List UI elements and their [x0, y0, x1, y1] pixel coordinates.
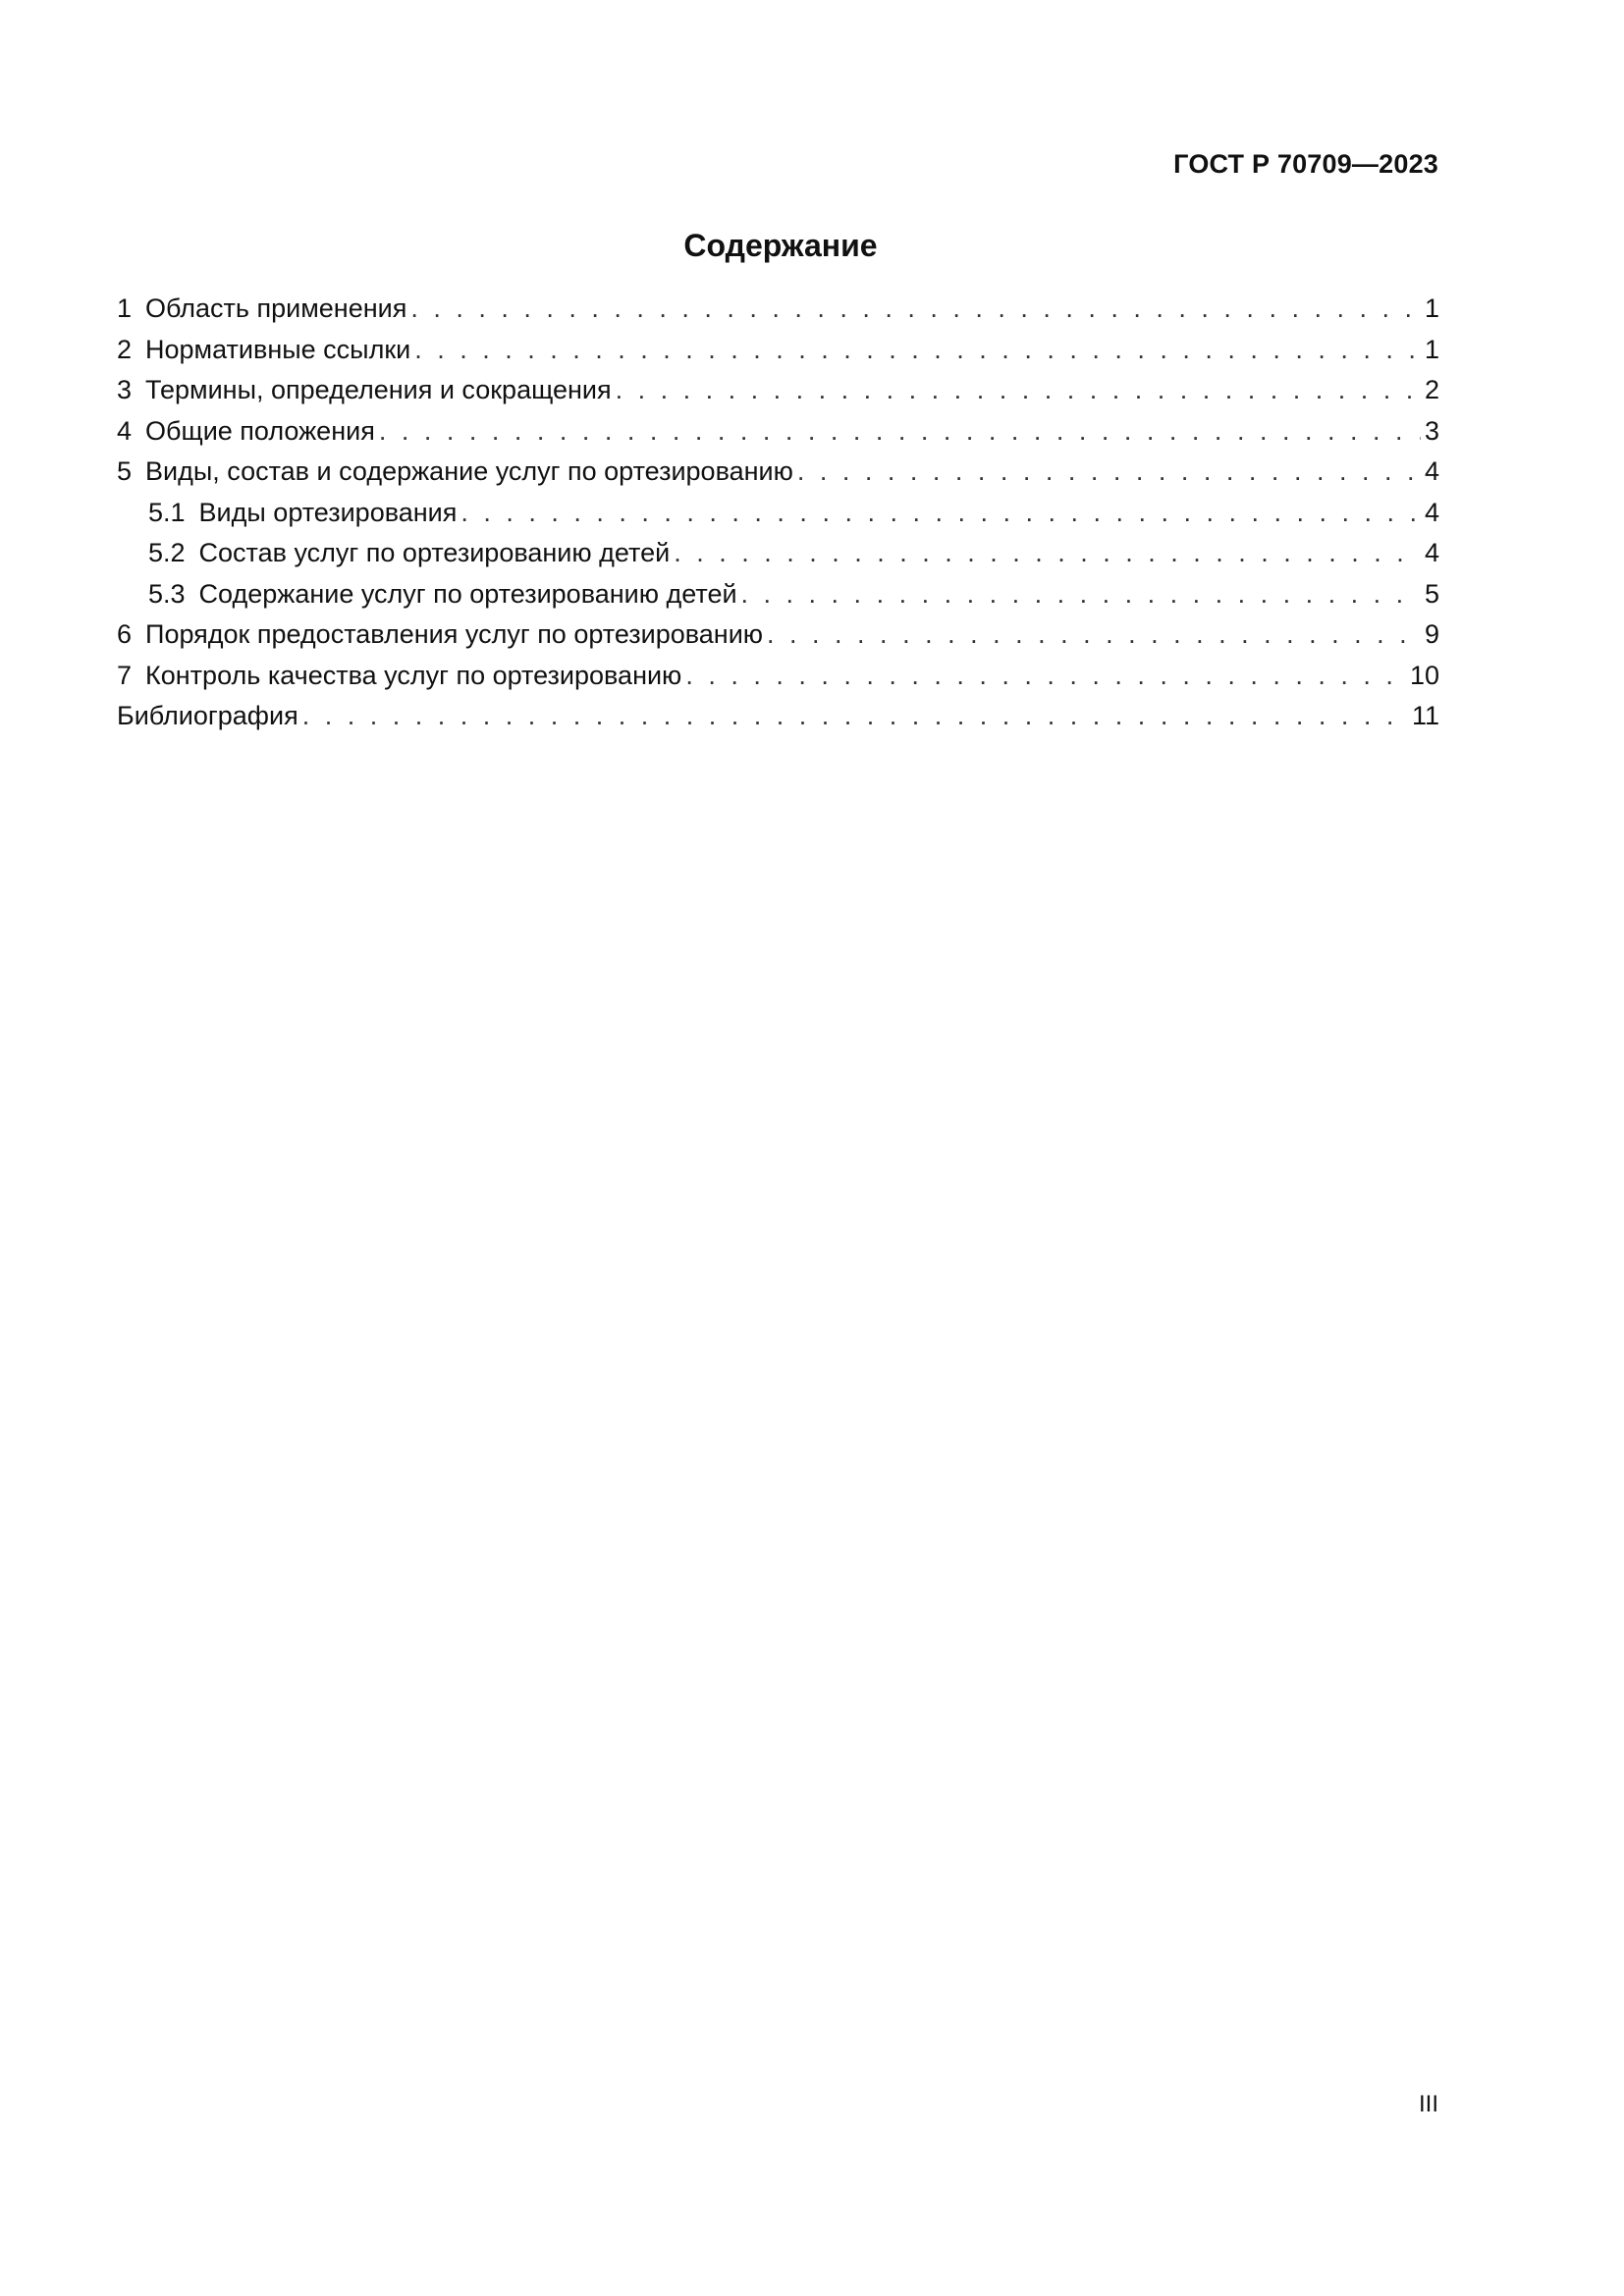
- toc-entry-6[interactable]: [117, 614, 1439, 656]
- toc-entry-number: 6: [117, 619, 133, 649]
- toc-entry-number: 5.3: [148, 578, 186, 609]
- toc-entry-number: 7: [117, 660, 133, 690]
- table-of-contents: [117, 289, 1439, 737]
- dot-leader: [797, 452, 1421, 493]
- dot-leader: [767, 614, 1421, 656]
- dot-leader: [460, 493, 1421, 534]
- toc-entry-number: 1: [117, 294, 133, 323]
- toc-entry-4[interactable]: [117, 411, 1439, 453]
- dot-leader: [302, 696, 1408, 737]
- toc-entry-page: 2: [1424, 375, 1439, 404]
- toc-entry-5-1[interactable]: [117, 493, 1439, 534]
- toc-entry-page: 4: [1424, 497, 1439, 527]
- toc-entry-number: 4: [117, 415, 133, 446]
- toc-entry-label: Нормативные ссылки: [145, 334, 411, 364]
- toc-entry-label: Термины, определения и сокращения: [145, 375, 612, 404]
- toc-entry-number: 5: [117, 456, 133, 486]
- toc-entry-bibliography[interactable]: [117, 696, 1439, 737]
- toc-entry-3[interactable]: [117, 370, 1439, 411]
- toc-entry-5-3[interactable]: [117, 574, 1439, 615]
- page-number: III: [1418, 2091, 1438, 2117]
- toc-entry-page: 1: [1424, 334, 1439, 364]
- toc-entry-number: 5.1: [148, 497, 186, 527]
- toc-entry-number: 5.2: [148, 538, 186, 567]
- toc-entry-page: 4: [1424, 456, 1439, 486]
- toc-entry-1[interactable]: [117, 289, 1439, 330]
- toc-entry-label: Состав услуг по ортезированию детей: [198, 538, 671, 567]
- toc-entry-5-2[interactable]: [117, 533, 1439, 574]
- toc-entry-number: 3: [117, 375, 133, 404]
- toc-entry-2[interactable]: [117, 330, 1439, 371]
- dot-leader: [741, 574, 1421, 615]
- dot-leader: [616, 370, 1421, 411]
- toc-entry-7[interactable]: [117, 656, 1439, 697]
- toc-entry-page: 9: [1424, 619, 1439, 649]
- dot-leader: [685, 656, 1406, 697]
- dot-leader: [379, 411, 1421, 453]
- toc-entry-label: Общие положения: [145, 415, 375, 446]
- toc-entry-label: Виды ортезирования: [198, 497, 458, 527]
- dot-leader: [674, 533, 1421, 574]
- dot-leader: [410, 289, 1421, 330]
- toc-entry-page: 1: [1424, 294, 1439, 323]
- toc-entry-label: Содержание услуг по ортезированию детей: [198, 578, 737, 609]
- dot-leader: [414, 330, 1421, 371]
- toc-entry-page: 11: [1411, 701, 1439, 730]
- toc-entry-5[interactable]: [117, 452, 1439, 493]
- toc-entry-page: 10: [1409, 660, 1439, 690]
- toc-title: Содержание: [683, 228, 878, 263]
- toc-entry-label: Контроль качества услуг по ортезированию: [145, 660, 682, 690]
- toc-entry-page: 4: [1424, 538, 1439, 567]
- toc-entry-label: Библиография: [117, 701, 298, 730]
- toc-entry-label: Порядок предоставления услуг по ортезированию: [145, 619, 764, 649]
- toc-entry-number: 2: [117, 334, 133, 364]
- toc-entry-page: 5: [1424, 578, 1439, 609]
- document-code: ГОСТ Р 70709—2023: [1173, 149, 1438, 179]
- toc-entry-page: 3: [1424, 415, 1439, 446]
- toc-entry-label: Область применения: [145, 294, 407, 323]
- toc-entry-label: Виды, состав и содержание услуг по ортезированию: [145, 456, 793, 486]
